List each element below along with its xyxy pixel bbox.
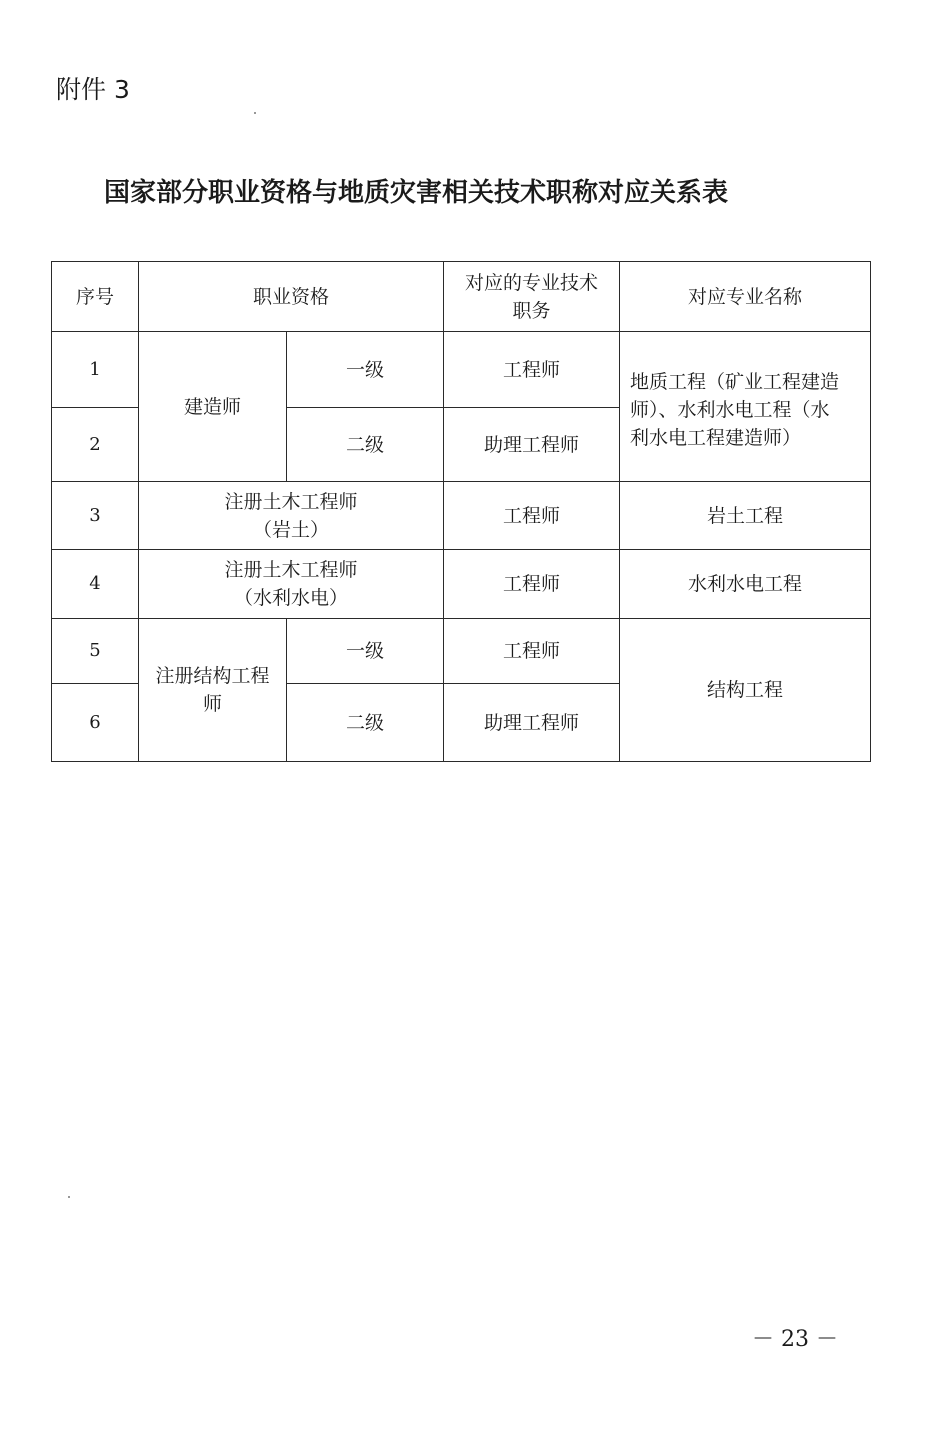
group2-qualification-line2: 师: [202, 693, 222, 715]
group1-major-line1: 地质工程（矿业工程建造: [630, 371, 840, 393]
row-level: 一级: [287, 332, 444, 408]
row-title: 工程师: [444, 332, 620, 408]
table-header-row: [52, 262, 871, 332]
row-seq: 6: [52, 684, 139, 762]
group2-qualification: [139, 619, 287, 762]
group1-major: [620, 332, 871, 482]
row-level: 二级: [287, 684, 444, 762]
row-seq: 3: [52, 482, 139, 550]
correspondence-table: [51, 261, 871, 762]
row-qualification-line2: （水利水电）: [234, 587, 349, 609]
row-level: 一级: [287, 619, 444, 684]
table-row: [52, 550, 871, 619]
row-title: 助理工程师: [444, 684, 620, 762]
group1-major-line2: 师）、水利水电工程（水: [630, 399, 830, 421]
header-title-line1: 对应的专业技术: [465, 271, 599, 294]
group1-major-line3: 利水电工程建造师）: [630, 427, 802, 449]
row-title: 工程师: [444, 550, 620, 619]
table-row: [52, 619, 871, 684]
row-seq: 5: [52, 619, 139, 684]
row-major: 岩土工程: [620, 482, 871, 550]
row-title: 工程师: [444, 619, 620, 684]
row-seq: 1: [52, 332, 139, 408]
row-qualification-line1: 注册土木工程师: [224, 490, 358, 513]
row-title: 工程师: [444, 482, 620, 550]
document-title: 国家部分职业资格与地质灾害相关技术职称对应关系表: [104, 178, 729, 208]
header-major: 对应专业名称: [620, 262, 871, 332]
row-qualification: [139, 482, 444, 550]
header-seq: 序号: [52, 262, 139, 332]
header-title-line2: 职务: [512, 299, 551, 322]
row-title: 助理工程师: [444, 408, 620, 482]
page-number: － 23 －: [752, 1327, 838, 1352]
group1-qualification: 建造师: [139, 332, 287, 482]
table-row: [52, 332, 871, 408]
row-qualification-line2: （岩土）: [253, 518, 330, 541]
header-qualification: 职业资格: [139, 262, 444, 332]
row-major: 水利水电工程: [620, 550, 871, 619]
row-seq: 2: [52, 408, 139, 482]
group2-qualification-line1: 注册结构工程: [155, 665, 270, 687]
table-row: [52, 482, 871, 550]
row-qualification-line1: 注册土木工程师: [224, 559, 358, 581]
row-seq: 4: [52, 550, 139, 619]
group2-major: 结构工程: [620, 619, 871, 762]
row-qualification: [139, 550, 444, 619]
header-title: [444, 262, 620, 332]
row-level: 二级: [287, 408, 444, 482]
scan-speck: [68, 1196, 70, 1198]
attachment-label: 附件 3: [56, 75, 130, 104]
scan-speck: [254, 112, 256, 114]
